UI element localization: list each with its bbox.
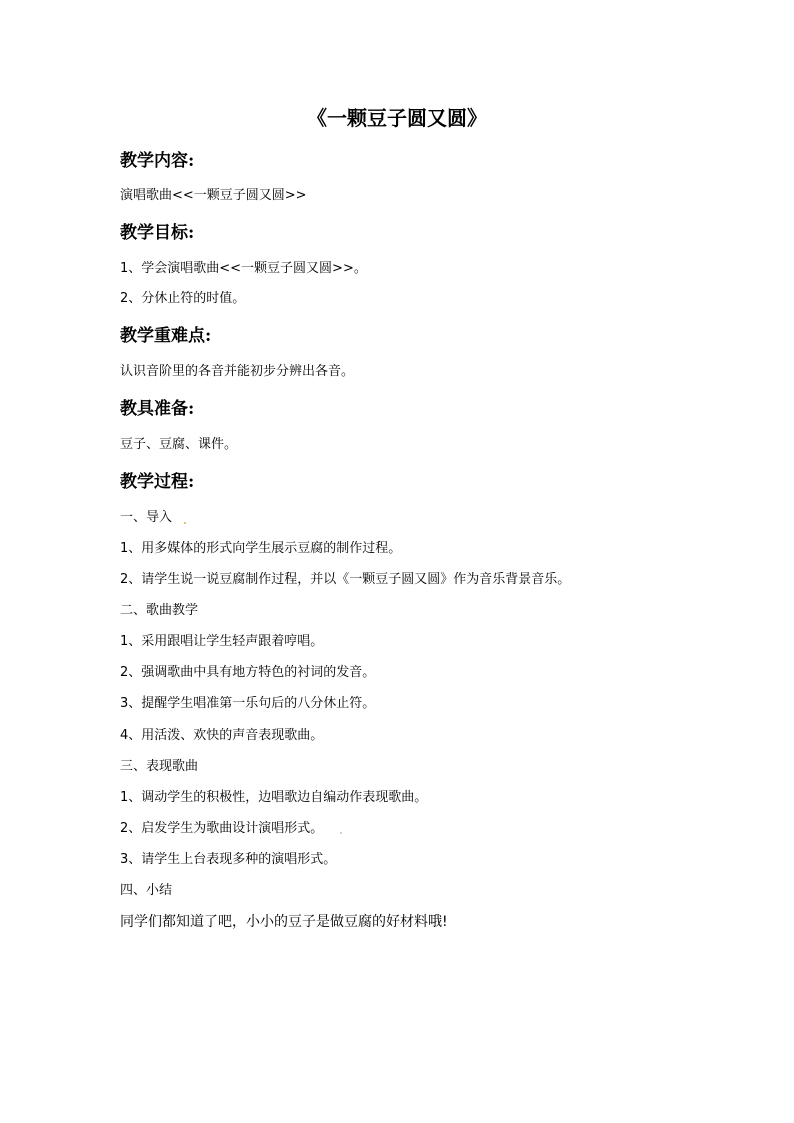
- document-title: 《一颗豆子圆又圆》: [307, 106, 487, 130]
- process-perform-heading: 三、表现歌曲: [120, 759, 199, 774]
- materials-line-1: 豆子、豆腐、课件。: [120, 437, 238, 452]
- heading-teaching-process: 教学过程:: [120, 472, 195, 492]
- process-line-7: 1、调动学生的积极性，边唱歌边自编动作表现歌曲。: [120, 790, 428, 805]
- process-song-heading: 二、歌曲教学: [120, 603, 199, 618]
- content-line-1: 演唱歌曲<<一颗豆子圆又圆>>: [120, 188, 307, 203]
- process-summary-heading: 四、小结: [120, 883, 173, 898]
- heading-teaching-goals: 教学目标:: [120, 223, 195, 243]
- process-summary-line: 同学们都知道了吧，小小的豆子是做豆腐的好材料哦!: [120, 914, 448, 930]
- process-line-5: 3、提醒学生唱准第一乐句后的八分休止符。: [120, 696, 376, 711]
- key-points-line-1: 认识音阶里的各音并能初步分辨出各音。: [120, 364, 355, 379]
- heading-teaching-content: 教学内容:: [120, 151, 195, 171]
- process-line-2: 2、请学生说一说豆腐制作过程，并以《一颗豆子圆又圆》作为音乐背景音乐。: [120, 572, 571, 587]
- heading-key-points: 教学重难点:: [120, 326, 212, 346]
- stray-mark: [184, 522, 186, 524]
- process-line-4: 2、强调歌曲中具有地方特色的衬词的发音。: [120, 665, 376, 680]
- process-line-3: 1、采用跟唱让学生轻声跟着哼唱。: [120, 634, 324, 649]
- process-line-1: 1、用多媒体的形式向学生展示豆腐的制作过程。: [120, 541, 402, 556]
- process-line-9: 3、请学生上台表现多种的演唱形式。: [120, 852, 337, 867]
- process-line-6: 4、用活泼、欢快的声音表现歌曲。: [120, 728, 324, 743]
- goals-line-1: 1、学会演唱歌曲<<一颗豆子圆又圆>>。: [120, 261, 367, 276]
- process-intro-heading: 一、导入: [120, 510, 173, 525]
- goals-line-2: 2、分休止符的时值。: [120, 291, 246, 306]
- heading-materials: 教具准备:: [120, 399, 195, 419]
- process-line-8: 2、启发学生为歌曲设计演唱形式。: [120, 821, 324, 836]
- stray-mark-2: [340, 832, 342, 834]
